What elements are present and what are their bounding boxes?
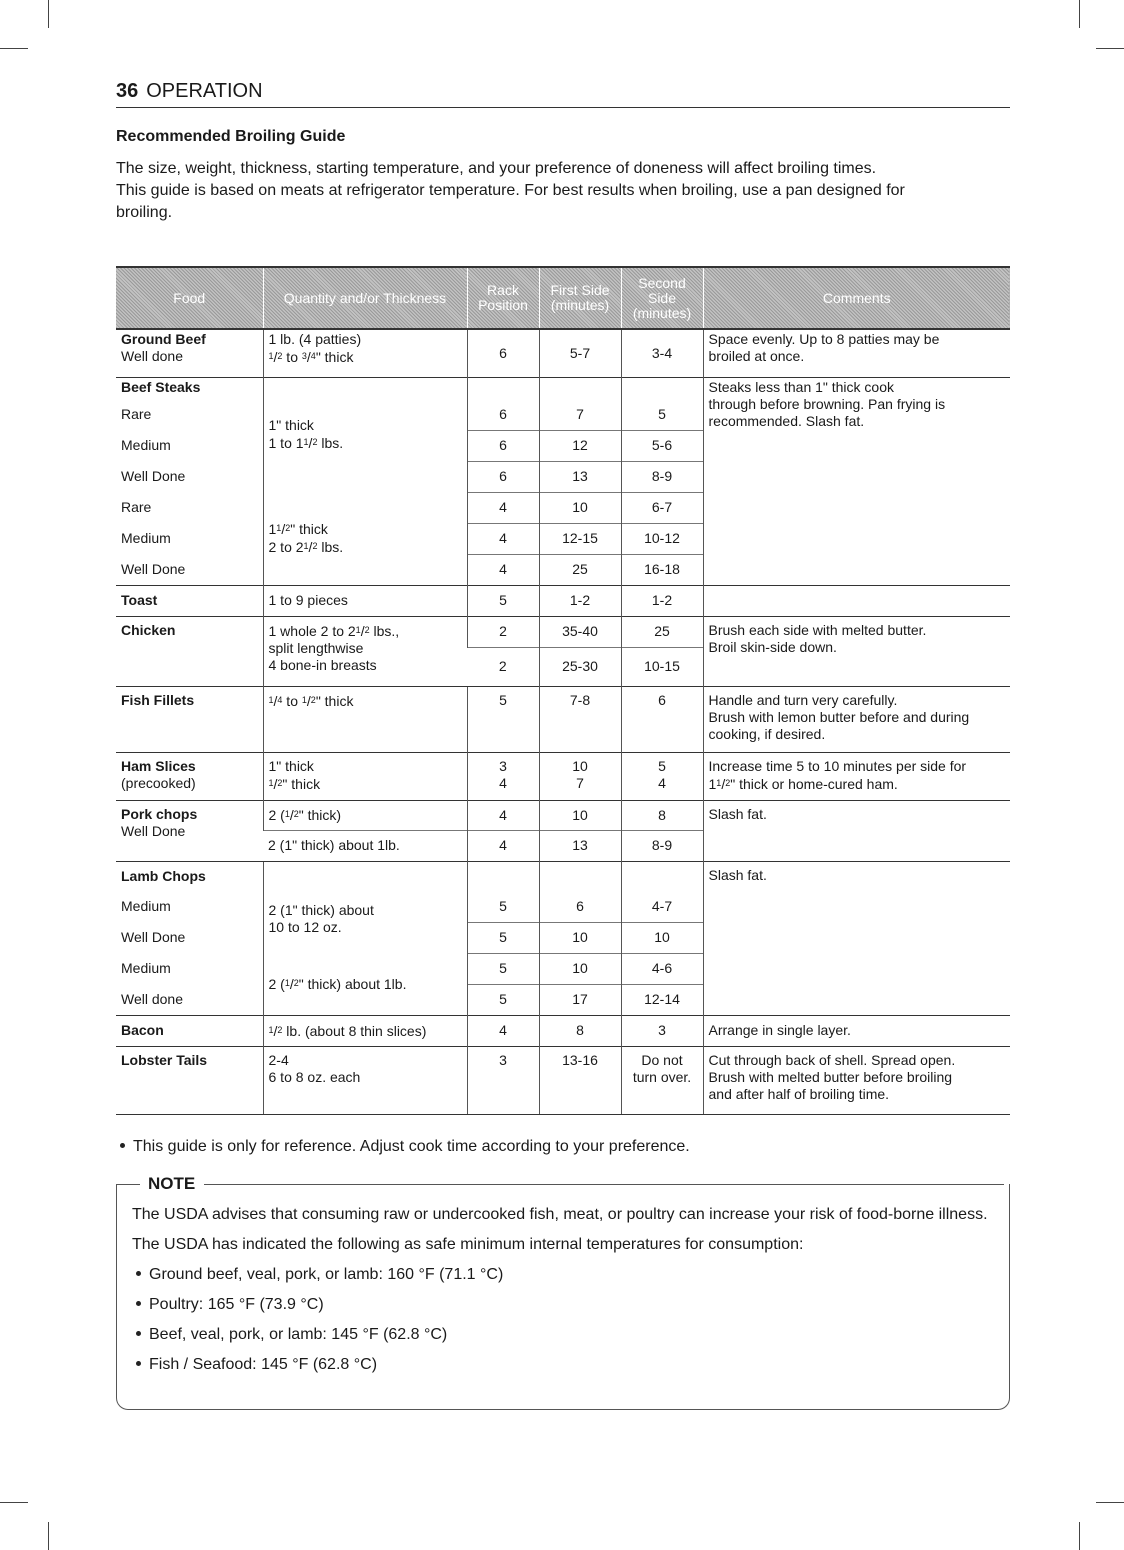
rack-cell: 6: [467, 329, 539, 377]
comment-cell: Steaks less than 1" thick cook through before browning. Pan frying is recommended. Slash fat.: [703, 377, 1010, 585]
quantity-cell: 1 lb. (4 patties) $^1$/$^2$ to $^3$/$^4$" thick: [263, 329, 467, 377]
food-cell: Pork chops Well Done: [116, 800, 263, 861]
doneness-cell: Medium: [121, 437, 171, 453]
second-side-cell: 4-6: [621, 953, 703, 984]
first-side-cell: [539, 861, 621, 891]
comment-cell: Handle and turn very carefully. Brush with lemon butter before and during cooking, if desired.: [703, 686, 1010, 752]
crop-mark: [48, 1522, 49, 1550]
header-food: Food: [116, 267, 263, 329]
doneness-cell: Rare: [121, 406, 152, 422]
first-side-cell: 8: [539, 1015, 621, 1046]
table-row: [116, 1046, 1010, 1114]
second-side-cell: 25: [621, 616, 703, 647]
intro-line: broiling.: [116, 204, 173, 221]
second-side-cell: 5: [621, 399, 703, 430]
second-side-cell: 6-7: [621, 492, 703, 523]
note-label: NOTE: [148, 1174, 196, 1193]
header-first-side: First Side (minutes): [539, 267, 621, 329]
second-side-cell: [621, 861, 703, 891]
second-side-cell: 16-18: [621, 554, 703, 585]
note-divider: [116, 1184, 140, 1185]
first-side-cell: 1-2: [539, 585, 621, 616]
intro-line: The size, weight, thickness, starting temperature, and your preference of doneness will affect broiling times.: [116, 160, 877, 177]
rack-cell: 5: [467, 686, 539, 752]
second-side-cell: Do not turn over.: [621, 1046, 703, 1114]
crop-mark: [1096, 1502, 1124, 1503]
rack-cell: 4: [467, 554, 539, 585]
first-side-cell: 10: [539, 922, 621, 953]
second-side-cell: 12-14: [621, 984, 703, 1015]
comment-cell: Arrange in single layer.: [703, 1015, 1010, 1046]
crop-mark: [1079, 0, 1080, 28]
doneness-cell: Well Done: [121, 468, 186, 484]
bullet-icon: [136, 1271, 141, 1276]
quantity-cell: 1" thick $^1$/$^2$" thick: [263, 752, 467, 800]
first-side-cell: 6: [539, 891, 621, 922]
rack-cell: 6: [467, 461, 539, 492]
doneness-cell: Well Done: [121, 560, 186, 577]
quantity-cell: $^1$/$^4$ to $^1$/$^2$" thick: [263, 686, 467, 752]
rack-cell: 5: [467, 922, 539, 953]
list-item: Poultry: 165 °F (73.9 °C): [132, 1294, 1002, 1316]
note-paragraph: The USDA advises that consuming raw or undercooked fish, meat, or poultry can increase your risk of food-borne illness.: [132, 1206, 988, 1223]
bullet-icon: [120, 1143, 125, 1148]
second-side-cell: 8-9: [621, 830, 703, 861]
table-header-row: [116, 267, 1010, 329]
note-divider: [204, 1184, 1004, 1185]
first-side-cell: 10: [539, 953, 621, 984]
food-cell: Bacon: [116, 1015, 263, 1046]
quantity-cell: 2 ($^1$/$^2$" thick): [263, 800, 467, 830]
rack-cell: 4: [467, 800, 539, 830]
first-side-cell: 13: [539, 830, 621, 861]
rack-cell: 5: [467, 585, 539, 616]
table-row: [116, 377, 1010, 399]
page-number: 36: [116, 80, 139, 102]
second-side-cell: 8-9: [621, 461, 703, 492]
intro-line: This guide is based on meats at refrigerator temperature. For best results when broiling, use a pan designed for: [116, 182, 905, 199]
first-side-cell: 17: [539, 984, 621, 1015]
doneness-cell: Medium: [121, 898, 171, 914]
comment-cell: Slash fat.: [703, 800, 1010, 861]
temperature-list: [132, 1264, 1002, 1376]
crop-mark: [48, 0, 49, 28]
table-row: [116, 329, 1010, 377]
crop-mark: [1096, 48, 1124, 49]
bullet-icon: [136, 1331, 141, 1336]
header-comments: Comments: [703, 267, 1010, 329]
food-cell: Chicken: [116, 616, 263, 686]
first-side-cell: 13-16: [539, 1046, 621, 1114]
quantity-cell: 1 to 9 pieces: [263, 585, 467, 616]
first-side-cell: 10: [539, 492, 621, 523]
quantity-cell: 2 (1" thick) about 10 to 12 oz.: [263, 861, 467, 953]
rack-cell: 6: [467, 430, 539, 461]
food-cell: Fish Fillets: [116, 686, 263, 752]
first-side-cell: 35-40: [539, 616, 621, 647]
quantity-cell: $^1$/$^2$ lb. (about 8 thin slices): [263, 1015, 467, 1046]
table-row: [116, 616, 1010, 647]
reference-note: [116, 1138, 690, 1156]
list-item: Fish / Seafood: 145 °F (62.8 °C): [132, 1354, 1002, 1376]
food-cell: Lobster Tails: [116, 1046, 263, 1114]
rack-cell: 4: [467, 523, 539, 554]
food-cell: Toast: [116, 585, 263, 616]
table-row: [116, 861, 1010, 891]
header-quantity: Quantity and/or Thickness: [263, 267, 467, 329]
first-side-cell: 12: [539, 430, 621, 461]
rack-cell: 4: [467, 830, 539, 861]
comment-cell: Brush each side with melted butter. Broil skin-side down.: [703, 616, 1010, 686]
doneness-cell: Well Done: [121, 929, 186, 945]
food-cell: Ground Beef Well done: [116, 329, 263, 377]
broiling-guide-table: [116, 266, 1010, 1115]
doneness-cell: Well done: [121, 990, 184, 1007]
first-side-cell: 13: [539, 461, 621, 492]
second-side-cell: [621, 377, 703, 399]
second-side-cell: 3-4: [621, 329, 703, 377]
second-side-cell: 6: [621, 686, 703, 752]
list-item: Beef, veal, pork, or lamb: 145 °F (62.8 °C): [132, 1324, 1002, 1346]
second-side-cell: 4-7: [621, 891, 703, 922]
note-content: [132, 1204, 1002, 1384]
second-side-cell: 8: [621, 800, 703, 830]
comment-cell: Slash fat.: [703, 861, 1010, 1015]
food-cell: Lamb Chops: [116, 861, 263, 891]
doneness-cell: Medium: [121, 960, 171, 976]
second-side-cell: 10-15: [621, 647, 703, 686]
second-side-cell: 1-2: [621, 585, 703, 616]
comment-cell: Increase time 5 to 10 minutes per side for $1^1/^2$" thick or home-cured ham.: [703, 752, 1010, 800]
rack-cell: 5: [467, 891, 539, 922]
first-side-cell: 25-30: [539, 647, 621, 686]
crop-mark: [1079, 1522, 1080, 1550]
rack-cell: 2: [467, 616, 539, 647]
rack-cell: 4: [467, 1015, 539, 1046]
second-side-cell: 5-6: [621, 430, 703, 461]
comment-cell: Cut through back of shell. Spread open. Brush with melted butter before broiling and after half of broiling time.: [703, 1046, 1010, 1114]
header-second-side: Second Side (minutes): [621, 267, 703, 329]
page-header: [116, 80, 1010, 108]
doneness-cell: Rare: [121, 499, 152, 515]
crop-mark: [0, 1502, 28, 1503]
rack-cell: 2: [467, 647, 539, 686]
food-cell: Ham Slices (precooked): [116, 752, 263, 800]
section-title: OPERATION: [146, 80, 263, 102]
first-side-cell: 5-7: [539, 329, 621, 377]
note-paragraph: The USDA has indicated the following as safe minimum internal temperatures for consumption:: [132, 1236, 804, 1253]
rack-cell: 3 4: [467, 752, 539, 800]
rack-cell: 5: [467, 984, 539, 1015]
second-side-cell: 10-12: [621, 523, 703, 554]
rack-cell: 3: [467, 1046, 539, 1114]
table-row: [116, 752, 1010, 800]
table-row: [116, 585, 1010, 616]
first-side-cell: 10: [539, 800, 621, 830]
bullet-icon: [136, 1301, 141, 1306]
bullet-icon: [136, 1361, 141, 1366]
quantity-cell: 2 (1" thick) about 1lb.: [263, 830, 467, 861]
quantity-cell: 2-4 6 to 8 oz. each: [263, 1046, 467, 1114]
rack-cell: [467, 861, 539, 891]
reference-note-text: This guide is only for reference. Adjust cook time according to your preference.: [133, 1138, 690, 1155]
first-side-cell: 12-15: [539, 523, 621, 554]
first-side-cell: 7: [539, 399, 621, 430]
table-row: [116, 800, 1010, 830]
comment-cell: Space evenly. Up to 8 patties may be broiled at once.: [703, 329, 1010, 377]
doneness-cell: Medium: [121, 530, 171, 546]
table-row: [116, 1015, 1010, 1046]
quantity-cell: 2 ($^1$/$^2$" thick) about 1lb.: [263, 953, 467, 1015]
food-cell: Beef Steaks: [116, 377, 263, 399]
quantity-cell: 1 whole 2 to $2^1/^2$ lbs., split lengthwise 4 bone-in breasts: [263, 616, 467, 686]
rack-cell: 6: [467, 399, 539, 430]
crop-mark: [0, 48, 28, 49]
rack-cell: 5: [467, 953, 539, 984]
comment-cell: [703, 585, 1010, 616]
first-side-cell: 25: [539, 554, 621, 585]
first-side-cell: 7-8: [539, 686, 621, 752]
header-rack: Rack Position: [467, 267, 539, 329]
second-side-cell: 3: [621, 1015, 703, 1046]
second-side-cell: 5 4: [621, 752, 703, 800]
quantity-cell: $1^1/^2$" thick 2 to $2^1/^2$ lbs.: [263, 492, 467, 585]
intro-text: [116, 158, 1016, 224]
page-title: Recommended Broiling Guide: [116, 128, 346, 145]
first-side-cell: 10 7: [539, 752, 621, 800]
quantity-cell: 1" thick 1 to $1^1/^2$ lbs.: [263, 377, 467, 492]
rack-cell: 4: [467, 492, 539, 523]
rack-cell: [467, 377, 539, 399]
list-item: Ground beef, veal, pork, or lamb: 160 °F (71.1 °C): [132, 1264, 1002, 1286]
table-row: [116, 686, 1010, 752]
first-side-cell: [539, 377, 621, 399]
second-side-cell: 10: [621, 922, 703, 953]
